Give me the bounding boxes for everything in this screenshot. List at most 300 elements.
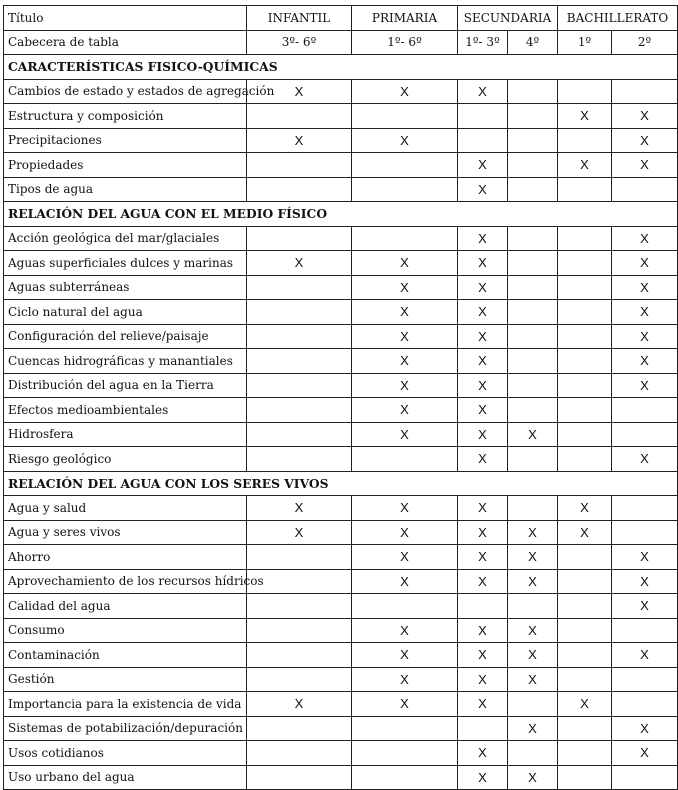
- mark-cell: [458, 520, 508, 545]
- check-mark: X: [640, 157, 649, 173]
- grade-secundaria-1-3: 1º- 3º: [458, 30, 508, 55]
- mark-cell: [247, 349, 352, 374]
- mark-cell: [508, 398, 558, 423]
- mark-cell: [247, 520, 352, 545]
- check-mark: X: [640, 573, 649, 589]
- check-mark: X: [580, 524, 589, 540]
- check-mark: X: [478, 769, 487, 785]
- check-mark: X: [640, 451, 649, 467]
- mark-cell: [352, 251, 458, 276]
- section-row: [4, 55, 678, 80]
- header-row-levels: [4, 6, 678, 31]
- check-mark: X: [400, 132, 409, 148]
- mark-cell: [247, 716, 352, 741]
- check-mark: X: [580, 500, 589, 516]
- mark-cell: [612, 765, 678, 790]
- grade-infantil: 3º- 6º: [247, 30, 352, 55]
- check-mark: X: [478, 426, 487, 442]
- mark-cell: [612, 545, 678, 570]
- mark-cell: [247, 741, 352, 766]
- check-mark: X: [528, 647, 537, 663]
- mark-cell: [558, 667, 612, 692]
- mark-cell: [458, 422, 508, 447]
- check-mark: X: [640, 647, 649, 663]
- topic-label: Sistemas de potabilización/depuración: [4, 716, 247, 741]
- mark-cell: [508, 275, 558, 300]
- mark-cell: [458, 667, 508, 692]
- topic-label: Precipitaciones: [4, 128, 247, 153]
- mark-cell: [247, 496, 352, 521]
- check-mark: X: [640, 353, 649, 369]
- check-mark: X: [478, 304, 487, 320]
- topic-label: Cuencas hidrográficas y manantiales: [4, 349, 247, 374]
- table-row: [4, 618, 678, 643]
- mark-cell: [508, 300, 558, 325]
- mark-cell: [458, 177, 508, 202]
- mark-cell: [352, 104, 458, 129]
- mark-cell: [558, 349, 612, 374]
- grade-bachillerato-2: 2º: [612, 30, 678, 55]
- mark-cell: [352, 275, 458, 300]
- mark-cell: [612, 300, 678, 325]
- check-mark: X: [580, 157, 589, 173]
- check-mark: X: [400, 279, 409, 295]
- check-mark: X: [640, 720, 649, 736]
- mark-cell: [352, 226, 458, 251]
- mark-cell: [247, 226, 352, 251]
- mark-cell: [558, 398, 612, 423]
- mark-cell: [458, 324, 508, 349]
- mark-cell: [558, 226, 612, 251]
- check-mark: X: [478, 328, 487, 344]
- mark-cell: [612, 569, 678, 594]
- check-mark: X: [400, 353, 409, 369]
- check-mark: X: [478, 622, 487, 638]
- mark-cell: [508, 447, 558, 472]
- check-mark: X: [640, 108, 649, 124]
- mark-cell: [508, 496, 558, 521]
- level-infantil: INFANTIL: [247, 6, 352, 31]
- check-mark: X: [478, 573, 487, 589]
- mark-cell: [458, 251, 508, 276]
- mark-cell: [352, 765, 458, 790]
- check-mark: X: [294, 83, 304, 99]
- mark-cell: [612, 153, 678, 178]
- check-mark: X: [528, 769, 537, 785]
- check-mark: X: [478, 353, 487, 369]
- mark-cell: [508, 520, 558, 545]
- mark-cell: [352, 300, 458, 325]
- mark-cell: [247, 324, 352, 349]
- mark-cell: [508, 643, 558, 668]
- check-mark: X: [478, 524, 487, 540]
- table-row: [4, 692, 678, 717]
- table-row: [4, 226, 678, 251]
- mark-cell: [612, 618, 678, 643]
- topic-label: Agua y salud: [4, 496, 247, 521]
- mark-cell: [558, 447, 612, 472]
- mark-cell: [612, 447, 678, 472]
- check-mark: X: [294, 696, 304, 712]
- check-mark: X: [478, 377, 487, 393]
- grade-bachillerato-1: 1º: [558, 30, 612, 55]
- mark-cell: [458, 79, 508, 104]
- mark-cell: [352, 324, 458, 349]
- mark-cell: [458, 349, 508, 374]
- check-mark: X: [640, 279, 649, 295]
- check-mark: X: [400, 426, 409, 442]
- topic-label: Riesgo geológico: [4, 447, 247, 472]
- table-row: [4, 643, 678, 668]
- check-mark: X: [478, 83, 487, 99]
- header-row-grades: [4, 30, 678, 55]
- check-mark: X: [580, 696, 589, 712]
- mark-cell: [508, 324, 558, 349]
- mark-cell: [458, 618, 508, 643]
- table-row: [4, 741, 678, 766]
- mark-cell: [247, 251, 352, 276]
- topic-label: Uso urbano del agua: [4, 765, 247, 790]
- check-mark: X: [478, 745, 487, 761]
- table-row: [4, 594, 678, 619]
- check-mark: X: [400, 255, 409, 271]
- topic-label: Ahorro: [4, 545, 247, 570]
- mark-cell: [612, 349, 678, 374]
- mark-cell: [352, 545, 458, 570]
- titulo-cell: Título: [4, 6, 247, 31]
- topic-label: Hidrosfera: [4, 422, 247, 447]
- topic-label: Configuración del relieve/paisaje: [4, 324, 247, 349]
- topic-label: Estructura y composición: [4, 104, 247, 129]
- topic-label: Consumo: [4, 618, 247, 643]
- mark-cell: [352, 349, 458, 374]
- mark-cell: [508, 422, 558, 447]
- check-mark: X: [528, 720, 537, 736]
- mark-cell: [612, 741, 678, 766]
- table-row: [4, 153, 678, 178]
- mark-cell: [458, 594, 508, 619]
- mark-cell: [458, 765, 508, 790]
- mark-cell: [458, 569, 508, 594]
- mark-cell: [247, 422, 352, 447]
- cropped-caption-remnant: [0, 0, 678, 4]
- check-mark: X: [640, 598, 649, 614]
- section-row: [4, 202, 678, 227]
- mark-cell: [508, 545, 558, 570]
- mark-cell: [558, 545, 612, 570]
- check-mark: X: [478, 279, 487, 295]
- mark-cell: [247, 667, 352, 692]
- topic-label: Aguas subterráneas: [4, 275, 247, 300]
- mark-cell: [508, 373, 558, 398]
- mark-cell: [247, 594, 352, 619]
- topic-label: Contaminación: [4, 643, 247, 668]
- mark-cell: [558, 373, 612, 398]
- mark-cell: [558, 251, 612, 276]
- mark-cell: [458, 373, 508, 398]
- mark-cell: [508, 349, 558, 374]
- check-mark: X: [478, 181, 487, 197]
- mark-cell: [508, 716, 558, 741]
- check-mark: X: [640, 377, 649, 393]
- table-row: [4, 447, 678, 472]
- table-row: [4, 79, 678, 104]
- check-mark: X: [640, 745, 649, 761]
- table-row: [4, 177, 678, 202]
- mark-cell: [352, 398, 458, 423]
- topic-label: Tipos de agua: [4, 177, 247, 202]
- mark-cell: [508, 104, 558, 129]
- check-mark: X: [400, 524, 409, 540]
- mark-cell: [558, 275, 612, 300]
- table-row: [4, 545, 678, 570]
- mark-cell: [508, 692, 558, 717]
- mark-cell: [352, 520, 458, 545]
- mark-cell: [458, 300, 508, 325]
- mark-cell: [558, 153, 612, 178]
- section-title: RELACIÓN DEL AGUA CON EL MEDIO FÍSICO: [4, 202, 678, 227]
- mark-cell: [508, 618, 558, 643]
- level-secundaria: SECUNDARIA: [458, 6, 558, 31]
- mark-cell: [612, 373, 678, 398]
- check-mark: X: [400, 377, 409, 393]
- table-row: [4, 275, 678, 300]
- check-mark: X: [478, 230, 487, 246]
- mark-cell: [247, 398, 352, 423]
- mark-cell: [458, 496, 508, 521]
- mark-cell: [508, 667, 558, 692]
- mark-cell: [558, 618, 612, 643]
- mark-cell: [458, 741, 508, 766]
- mark-cell: [612, 275, 678, 300]
- mark-cell: [247, 177, 352, 202]
- mark-cell: [612, 104, 678, 129]
- mark-cell: [558, 300, 612, 325]
- check-mark: X: [528, 671, 537, 687]
- mark-cell: [508, 226, 558, 251]
- mark-cell: [558, 741, 612, 766]
- mark-cell: [352, 643, 458, 668]
- topic-label: Aprovechamiento de los recursos hídricos: [4, 569, 247, 594]
- check-mark: X: [294, 524, 304, 540]
- check-mark: X: [478, 157, 487, 173]
- mark-cell: [247, 153, 352, 178]
- check-mark: X: [640, 549, 649, 565]
- mark-cell: [508, 741, 558, 766]
- check-mark: X: [478, 671, 487, 687]
- mark-cell: [612, 251, 678, 276]
- mark-cell: [558, 104, 612, 129]
- mark-cell: [352, 447, 458, 472]
- check-mark: X: [580, 108, 589, 124]
- mark-cell: [612, 177, 678, 202]
- mark-cell: [352, 496, 458, 521]
- mark-cell: [612, 128, 678, 153]
- mark-cell: [247, 275, 352, 300]
- topic-label: Acción geológica del mar/glaciales: [4, 226, 247, 251]
- mark-cell: [612, 398, 678, 423]
- mark-cell: [558, 128, 612, 153]
- water-topics-curriculum-table: [3, 5, 678, 790]
- topic-label: Distribución del agua en la Tierra: [4, 373, 247, 398]
- mark-cell: [352, 153, 458, 178]
- check-mark: X: [400, 549, 409, 565]
- mark-cell: [508, 569, 558, 594]
- mark-cell: [558, 79, 612, 104]
- mark-cell: [458, 643, 508, 668]
- table-row: [4, 667, 678, 692]
- mark-cell: [247, 104, 352, 129]
- mark-cell: [458, 275, 508, 300]
- check-mark: X: [528, 426, 537, 442]
- table-row: [4, 349, 678, 374]
- check-mark: X: [528, 524, 537, 540]
- mark-cell: [612, 643, 678, 668]
- level-primaria: PRIMARIA: [352, 6, 458, 31]
- grade-primaria: 1º- 6º: [352, 30, 458, 55]
- level-bachillerato: BACHILLERATO: [558, 6, 678, 31]
- mark-cell: [458, 692, 508, 717]
- mark-cell: [612, 496, 678, 521]
- mark-cell: [612, 324, 678, 349]
- mark-cell: [247, 373, 352, 398]
- check-mark: X: [294, 255, 304, 271]
- topic-label: Gestión: [4, 667, 247, 692]
- table-row: [4, 128, 678, 153]
- table-row: [4, 496, 678, 521]
- mark-cell: [612, 226, 678, 251]
- check-mark: X: [294, 500, 304, 516]
- mark-cell: [458, 226, 508, 251]
- check-mark: X: [640, 230, 649, 246]
- mark-cell: [558, 520, 612, 545]
- topic-label: Cambios de estado y estados de agregación: [4, 79, 247, 104]
- mark-cell: [508, 765, 558, 790]
- mark-cell: [558, 765, 612, 790]
- table-row: [4, 300, 678, 325]
- topic-label: Ciclo natural del agua: [4, 300, 247, 325]
- check-mark: X: [400, 622, 409, 638]
- mark-cell: [612, 594, 678, 619]
- topic-label: Aguas superficiales dulces y marinas: [4, 251, 247, 276]
- mark-cell: [508, 153, 558, 178]
- check-mark: X: [478, 255, 487, 271]
- mark-cell: [247, 447, 352, 472]
- check-mark: X: [400, 402, 409, 418]
- table-row: [4, 569, 678, 594]
- table-row: [4, 398, 678, 423]
- topic-label: Efectos medioambientales: [4, 398, 247, 423]
- mark-cell: [352, 79, 458, 104]
- table-row: [4, 373, 678, 398]
- table-row: [4, 422, 678, 447]
- check-mark: X: [400, 304, 409, 320]
- mark-cell: [558, 594, 612, 619]
- check-mark: X: [478, 696, 487, 712]
- topic-label: Agua y seres vivos: [4, 520, 247, 545]
- topic-label: Usos cotidianos: [4, 741, 247, 766]
- mark-cell: [352, 692, 458, 717]
- check-mark: X: [400, 328, 409, 344]
- check-mark: X: [478, 549, 487, 565]
- mark-cell: [612, 520, 678, 545]
- check-mark: X: [640, 304, 649, 320]
- mark-cell: [458, 128, 508, 153]
- mark-cell: [247, 692, 352, 717]
- mark-cell: [508, 177, 558, 202]
- grade-secundaria-4: 4º: [508, 30, 558, 55]
- table-row: [4, 104, 678, 129]
- mark-cell: [352, 594, 458, 619]
- mark-cell: [458, 716, 508, 741]
- check-mark: X: [400, 671, 409, 687]
- mark-cell: [558, 177, 612, 202]
- check-mark: X: [640, 255, 649, 271]
- table-row: [4, 716, 678, 741]
- mark-cell: [558, 692, 612, 717]
- check-mark: X: [478, 451, 487, 467]
- check-mark: X: [400, 647, 409, 663]
- section-title: CARACTERÍSTICAS FISICO-QUÍMICAS: [4, 55, 678, 80]
- mark-cell: [558, 716, 612, 741]
- check-mark: X: [400, 500, 409, 516]
- mark-cell: [558, 569, 612, 594]
- table-row: [4, 520, 678, 545]
- check-mark: X: [528, 622, 537, 638]
- mark-cell: [612, 692, 678, 717]
- check-mark: X: [478, 500, 487, 516]
- mark-cell: [458, 545, 508, 570]
- mark-cell: [558, 422, 612, 447]
- section-row: [4, 471, 678, 496]
- mark-cell: [247, 545, 352, 570]
- check-mark: X: [478, 402, 487, 418]
- mark-cell: [558, 643, 612, 668]
- mark-cell: [352, 716, 458, 741]
- check-mark: X: [640, 132, 649, 148]
- topic-label: Calidad del agua: [4, 594, 247, 619]
- cabecera-cell: Cabecera de tabla: [4, 30, 247, 55]
- check-mark: X: [478, 647, 487, 663]
- check-mark: X: [400, 696, 409, 712]
- topic-label: Importancia para la existencia de vida: [4, 692, 247, 717]
- mark-cell: [508, 251, 558, 276]
- mark-cell: [558, 496, 612, 521]
- mark-cell: [458, 153, 508, 178]
- table-row: [4, 324, 678, 349]
- check-mark: X: [528, 573, 537, 589]
- check-mark: X: [528, 549, 537, 565]
- mark-cell: [352, 569, 458, 594]
- table-row: [4, 765, 678, 790]
- mark-cell: [247, 643, 352, 668]
- mark-cell: [612, 667, 678, 692]
- mark-cell: [352, 618, 458, 643]
- check-mark: X: [640, 328, 649, 344]
- mark-cell: [508, 79, 558, 104]
- check-mark: X: [400, 83, 409, 99]
- mark-cell: [458, 447, 508, 472]
- section-title: RELACIÓN DEL AGUA CON LOS SERES VIVOS: [4, 471, 678, 496]
- table-row: [4, 251, 678, 276]
- mark-cell: [612, 422, 678, 447]
- mark-cell: [558, 324, 612, 349]
- mark-cell: [247, 300, 352, 325]
- mark-cell: [612, 716, 678, 741]
- mark-cell: [508, 594, 558, 619]
- mark-cell: [458, 398, 508, 423]
- mark-cell: [352, 177, 458, 202]
